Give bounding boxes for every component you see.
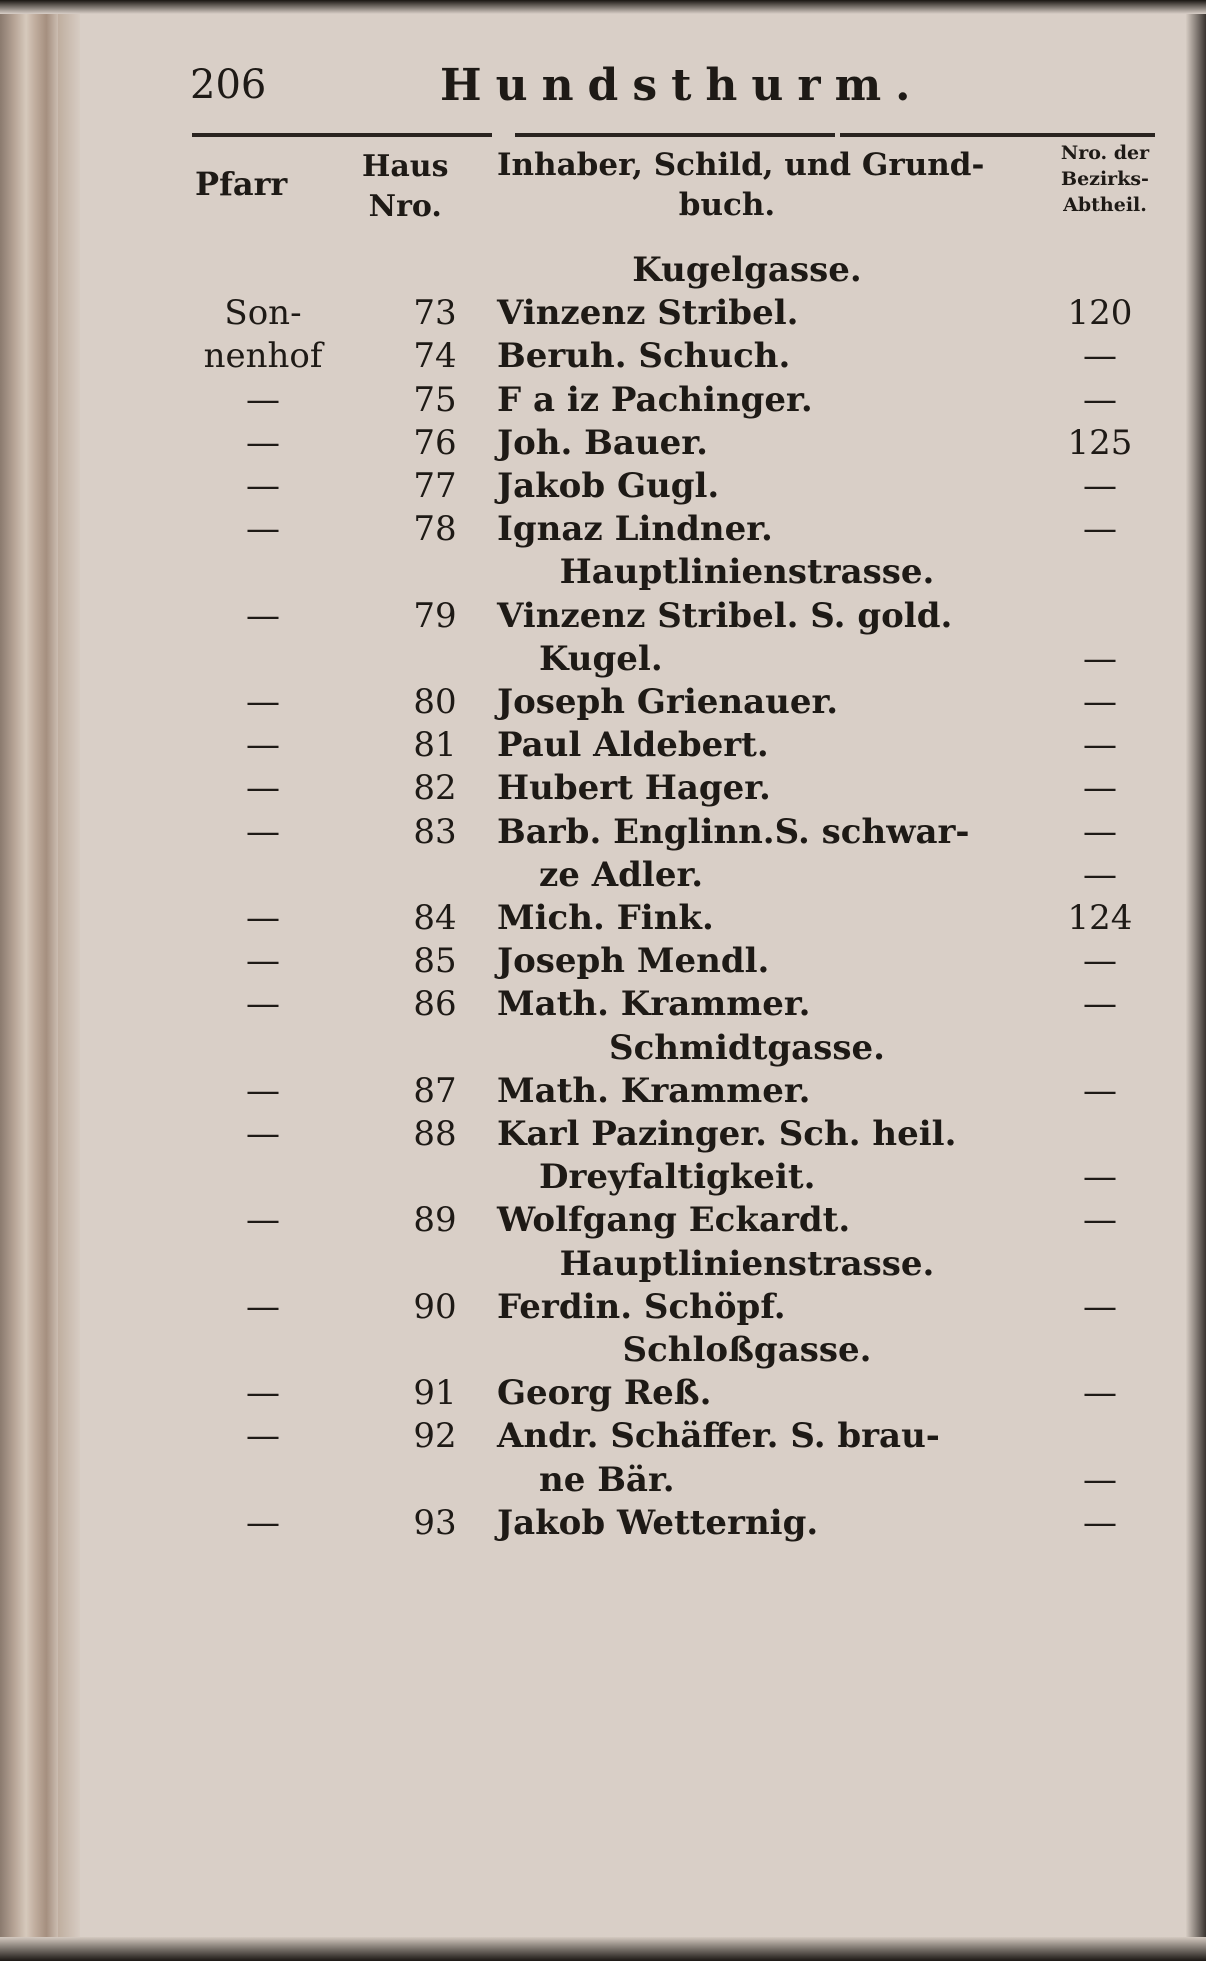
house-number-cell: 90 [413,1286,457,1327]
bezirk-cell: — [1083,1200,1117,1241]
owner-cell: Wolfgang Eckardt. [497,1200,851,1241]
pfarr-cell: — [246,768,280,809]
owner-continuation-cell: ze Adler. [539,854,704,895]
owner-cell: Ignaz Lindner. [497,509,773,550]
column-header-bezirk-line1: Nro. der [1060,142,1150,164]
pfarr-cell: — [246,682,280,722]
house-number-cell: 88 [413,1114,457,1154]
pfarr-cell: — [246,1070,280,1111]
pfarr-cell: — [246,1200,280,1241]
house-number-cell: 86 [413,984,457,1025]
owner-cell: Mich. Fink. [497,898,714,938]
column-header-bezirk-line2: Bezirks- [1061,168,1149,190]
street-heading: Kugelgasse. [632,250,862,290]
column-header-inhaber-line2: buch. [678,187,776,223]
house-number-cell: 93 [413,1502,457,1543]
pfarr-cell: — [246,1416,280,1457]
column-header-bezirk [1040,140,1170,218]
bezirk-cell: — [1083,1502,1117,1543]
owner-continuation-cell: Kugel. [539,638,663,679]
column-header-haus [362,147,448,227]
column-header-inhaber-line1: Inhaber, Schild, und Grund- [497,147,985,183]
bezirk-cell: — [1083,1286,1117,1327]
street-heading: Schloßgasse. [622,1330,872,1370]
page-number: 206 [190,62,267,108]
column-header-bezirk-line3: Abtheil. [1063,194,1147,216]
owner-cell: Joseph Mendl. [497,941,770,982]
page-edge-right [1186,0,1206,1961]
owner-cell: Jakob Wetternig. [497,1502,819,1543]
pfarr-cell: nenhof [203,336,323,377]
house-number-cell: 80 [413,682,457,722]
bezirk-cell: — [1083,379,1117,420]
header-rule-middle [515,133,835,137]
owner-cell: Math. Krammer. [497,984,811,1025]
bezirk-cell: — [1083,811,1117,852]
pfarr-cell: — [246,422,280,463]
house-number-cell: 83 [413,811,457,852]
house-number-cell: 82 [413,768,457,809]
pfarr-cell: — [246,1373,280,1414]
page-edge-top [0,0,1206,14]
owner-cell: Jakob Gugl. [497,466,720,506]
book-gutter [0,0,58,1961]
bezirk-cell: — [1083,768,1117,809]
house-number-cell: 87 [413,1070,457,1111]
house-number-cell: 78 [413,509,457,550]
bezirk-cell: 125 [1067,422,1133,463]
bezirk-cell: 120 [1067,293,1133,334]
owner-continuation-cell: ne Bär. [539,1459,675,1500]
pfarr-cell: — [246,595,280,636]
page-header [180,62,1160,122]
house-number-cell: 75 [413,379,457,420]
running-title: Hundsthurm. [440,60,925,111]
column-header-pfarr: Pfarr [195,165,288,203]
house-number-cell: 92 [413,1416,457,1457]
bezirk-cell: — [1083,1459,1117,1500]
house-number-cell: 73 [413,293,457,334]
pfarr-cell: Son- [224,293,302,334]
page-edge-bottom [0,1937,1206,1961]
bezirk-cell: — [1083,336,1117,377]
owner-cell: Vinzenz Stribel. S. gold. [497,595,953,636]
pfarr-cell: — [246,379,280,420]
column-header-haus-line2: Nro. [368,189,442,224]
owner-cell: F a iz Pachinger. [497,379,813,420]
bezirk-cell: — [1083,638,1117,679]
pfarr-cell: — [246,984,280,1025]
pfarr-cell: — [246,466,280,506]
owner-cell: Beruh. Schuch. [497,336,791,377]
header-rule-right [840,133,1155,137]
house-number-cell: 91 [413,1373,457,1414]
house-number-cell: 74 [413,336,457,377]
pfarr-cell: — [246,509,280,550]
owner-cell: Paul Aldebert. [497,725,769,766]
bezirk-cell: — [1083,682,1117,722]
pfarr-cell: — [246,1114,280,1154]
owner-cell: Andr. Schäffer. S. brau- [497,1416,940,1457]
street-heading: Schmidtgasse. [609,1027,885,1068]
owner-cell: Joseph Grienauer. [497,682,839,722]
owner-cell: Georg Reß. [497,1373,712,1414]
bezirk-cell: — [1083,1373,1117,1414]
bezirk-cell: — [1083,725,1117,766]
bezirk-cell: — [1083,1070,1117,1111]
owner-cell: Hubert Hager. [497,768,771,809]
house-number-cell: 85 [413,941,457,982]
pfarr-cell: — [246,898,280,938]
owner-cell: Barb. Englinn.S. schwar- [497,811,970,852]
bezirk-cell: — [1083,466,1117,506]
bezirk-cell: — [1083,509,1117,550]
pfarr-cell: — [246,1286,280,1327]
owner-cell: Math. Krammer. [497,1070,811,1111]
street-heading: Hauptlinienstrasse. [559,552,935,593]
header-rule-left [192,133,492,137]
owner-cell: Ferdin. Schöpf. [497,1286,786,1327]
bezirk-cell: — [1083,1157,1117,1198]
house-number-cell: 81 [413,725,457,766]
house-number-cell: 77 [413,466,457,506]
pfarr-cell: — [246,941,280,982]
bezirk-cell: 124 [1067,898,1133,938]
pfarr-cell: — [246,725,280,766]
house-number-cell: 89 [413,1200,457,1241]
owner-cell: Joh. Bauer. [497,422,708,463]
bezirk-cell: — [1083,984,1117,1025]
bezirk-cell: — [1083,854,1117,895]
owner-cell: Karl Pazinger. Sch. heil. [497,1114,957,1154]
owner-cell: Vinzenz Stribel. [497,293,799,334]
pfarr-cell: — [246,1502,280,1543]
bezirk-cell: — [1083,941,1117,982]
owner-continuation-cell: Dreyfaltigkeit. [539,1157,816,1198]
book-gutter-inner [58,0,80,1961]
column-header-inhaber [497,145,997,225]
house-number-cell: 76 [413,422,457,463]
street-heading: Hauptlinienstrasse. [559,1243,935,1284]
house-number-cell: 79 [413,595,457,636]
pfarr-cell: — [246,811,280,852]
house-number-cell: 84 [413,898,457,938]
column-header-haus-line1: Haus [362,149,449,184]
